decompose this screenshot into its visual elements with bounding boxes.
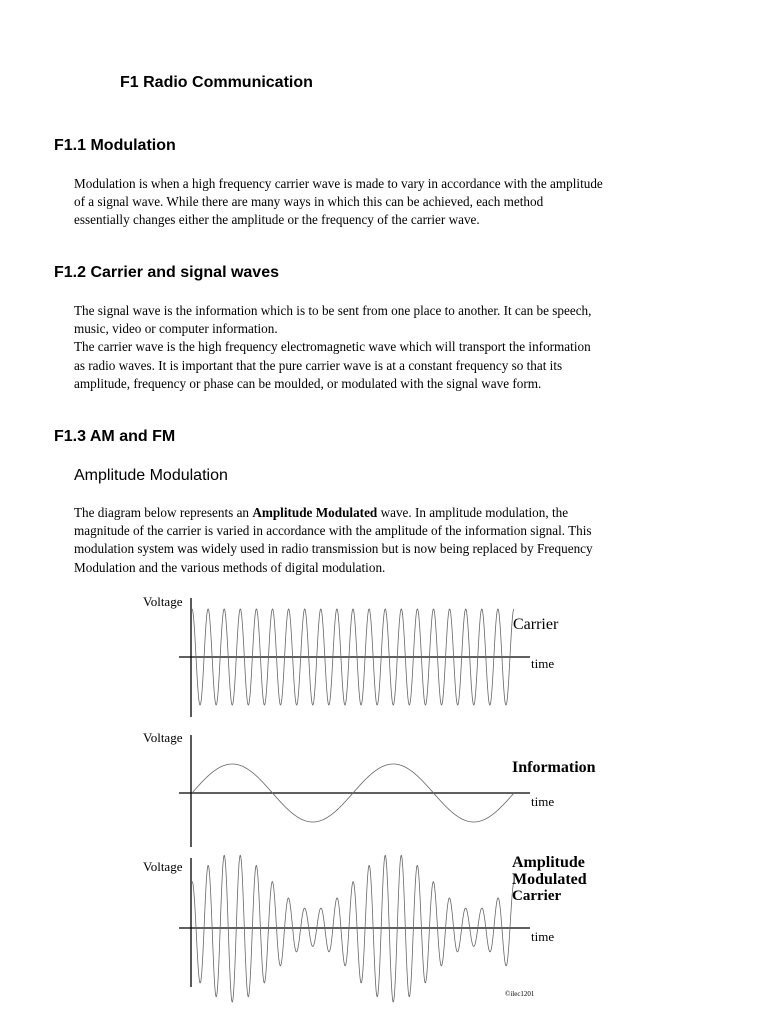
section-heading-modulation: F1.1 Modulation bbox=[54, 137, 176, 154]
am-label-line: Carrier bbox=[512, 888, 562, 904]
text-line: amplitude, frequency or phase can be moulded, or modulated with the signal wave form. bbox=[74, 375, 542, 391]
x-axis-label: time bbox=[531, 794, 555, 809]
text-line: as radio waves. It is important that the pure carrier wave is at a constant frequency so that its bbox=[74, 357, 563, 373]
text-line: modulation system was widely used in radio transmission but is now being replaced by Frequency bbox=[74, 541, 593, 557]
information-plot bbox=[143, 730, 596, 847]
page-title: F1 Radio Communication bbox=[120, 74, 313, 91]
text-line: The carrier wave is the high frequency electromagnetic wave which will transport the information bbox=[74, 339, 591, 355]
x-axis-label: time bbox=[531, 929, 555, 944]
text-line: Modulation is when a high frequency carrier wave is made to vary in accordance with the amplitude bbox=[74, 176, 603, 191]
text-line: Modulation and the various methods of digital modulation. bbox=[74, 559, 386, 575]
text-line: essentially changes either the amplitude or the frequency of the carrier wave. bbox=[74, 212, 480, 228]
text-line: music, video or computer information. bbox=[74, 321, 278, 337]
section-heading-am-fm: F1.3 AM and FM bbox=[54, 428, 176, 445]
carrier-label: Carrier bbox=[513, 616, 559, 633]
text-line: magnitude of the carrier is varied in accordance with the amplitude of the information signal. This bbox=[74, 523, 592, 539]
am-label-line: Modulated bbox=[512, 871, 587, 888]
am-label-line: Amplitude bbox=[512, 854, 585, 871]
text-line: The signal wave is the information which is to be sent from one place to another. It can be speech, bbox=[74, 303, 592, 318]
bold-term: Amplitude Modulated bbox=[252, 505, 378, 520]
subheading-amplitude-modulation: Amplitude Modulation bbox=[74, 467, 228, 484]
text-fragment: wave. In amplitude modulation, the bbox=[377, 505, 569, 520]
section-heading-carrier-signal: F1.2 Carrier and signal waves bbox=[54, 264, 279, 281]
am-plot bbox=[143, 854, 587, 1002]
am-wave bbox=[192, 855, 514, 1002]
x-axis-label: time bbox=[531, 656, 555, 671]
information-label: Information bbox=[512, 759, 596, 776]
y-axis-label: Voltage bbox=[143, 859, 183, 874]
text-fragment: The diagram below represents an bbox=[74, 505, 253, 520]
y-axis-label: Voltage bbox=[143, 730, 183, 745]
carrier-plot bbox=[143, 594, 559, 717]
text-line: of a signal wave. While there are many ways in which this can be achieved, each method bbox=[74, 194, 544, 210]
copyright-mark: ©ilec1201 bbox=[505, 990, 535, 998]
y-axis-label: Voltage bbox=[143, 594, 183, 609]
